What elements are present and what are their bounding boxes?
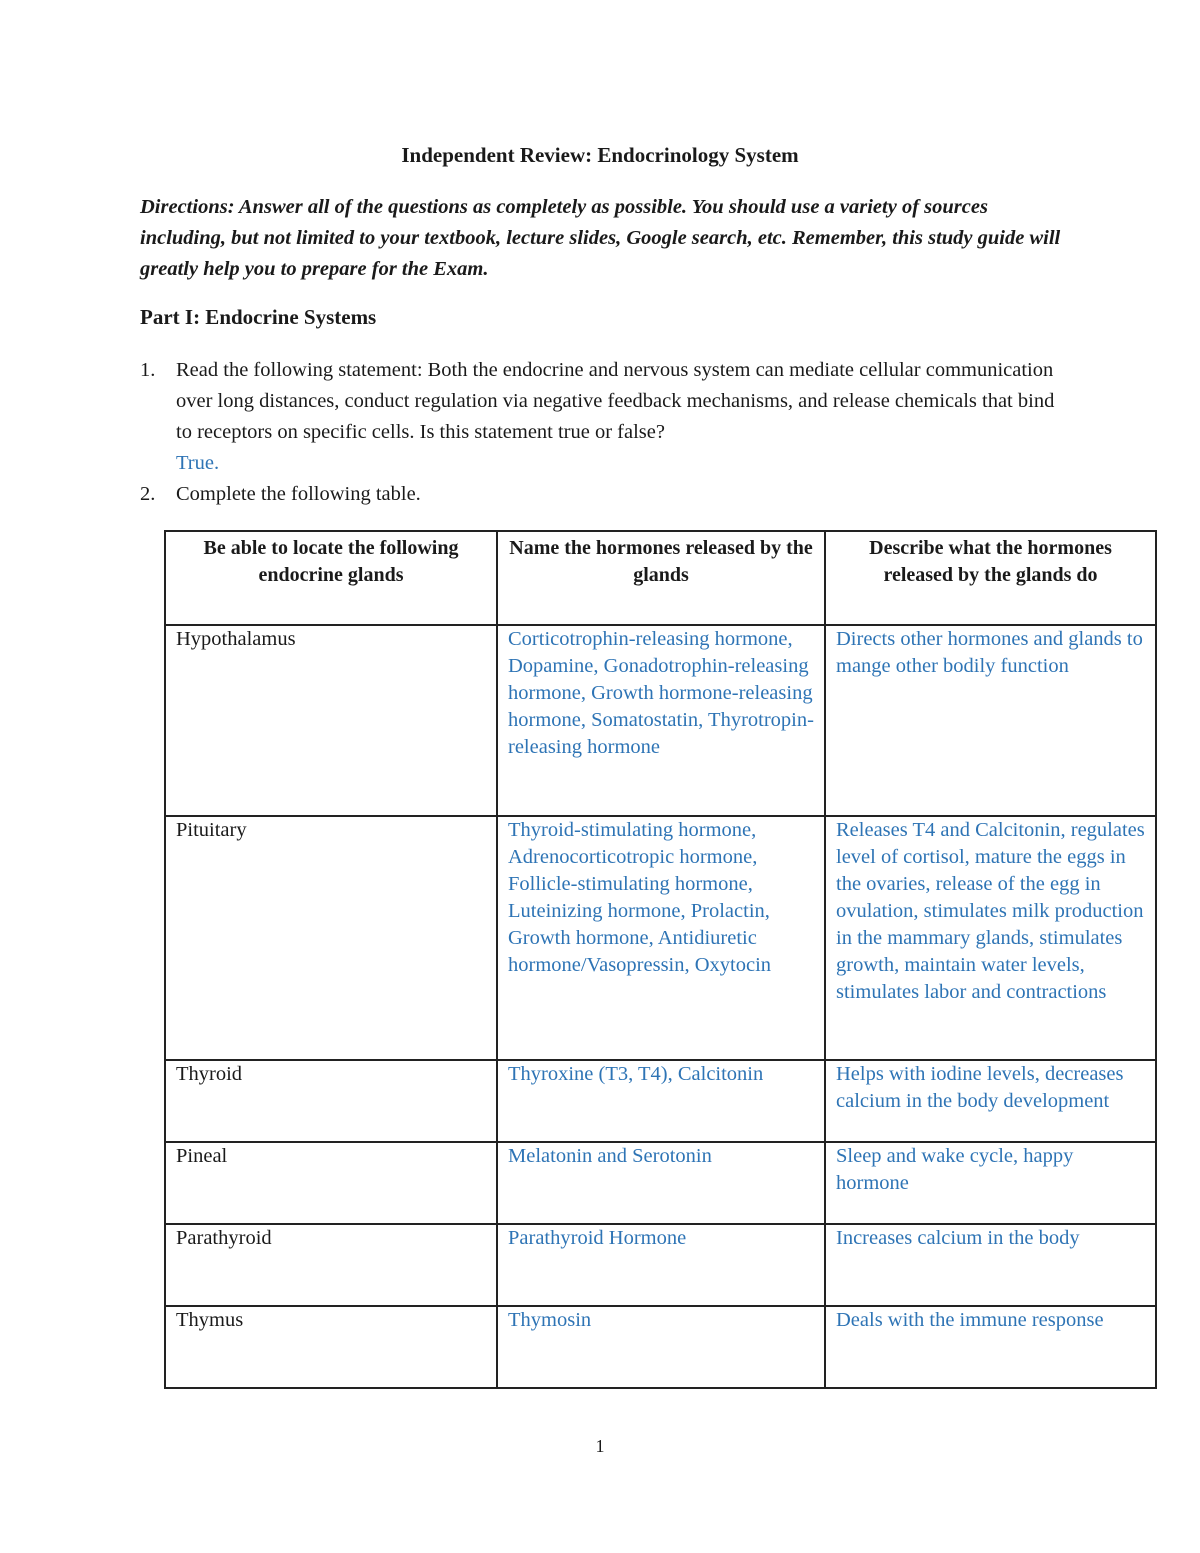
page-number: 1 [595,1436,605,1456]
question-number: 2. [140,483,156,505]
endocrine-glands-table [164,530,1157,1389]
part-heading: Part I: Endocrine Systems [140,305,377,329]
function-cell: Increases calcium in the body [825,1224,1156,1306]
question-1 [140,355,1060,479]
table-row [165,816,1156,1060]
hormones-cell: Thymosin [497,1306,825,1388]
directions-text: Directions: Answer all of the questions as completely as possible. You should use a variety of sources including, but not limited to your textbook, lecture slides, Google search, etc. Remember, this study guide will greatly help you to prepare for the Exam. [140,196,1061,280]
hormones-cell: Thyroxine (T3, T4), Calcitonin [497,1060,825,1142]
table-row [165,1306,1156,1388]
header-hormones: Name the hormones released by the glands [497,531,825,625]
question-2 [140,479,1060,510]
function-cell: Directs other hormones and glands to mange other bodily function [825,625,1156,816]
table-row [165,625,1156,816]
gland-cell: Pituitary [165,816,497,1060]
hormones-cell: Corticotrophin-releasing hormone, Dopamine, Gonadotrophin-releasing hormone, Growth hormone-releasing hormone, Somatostatin, Thyrotropin-releasing hormone [497,625,825,816]
page-title: Independent Review: Endocrinology System [401,143,799,167]
question-text: Read the following statement: Both the endocrine and nervous system can mediate cellular communication over long distances, conduct regulation via negative feedback mechanisms, and release chemicals that bind to receptors on specific cells. Is this statement true or false? [176,359,1055,443]
gland-cell: Hypothalamus [165,625,497,816]
gland-cell: Thymus [165,1306,497,1388]
table-row [165,1060,1156,1142]
table-header-row [165,531,1156,625]
question-answer: True. [176,452,220,474]
function-cell: Helps with iodine levels, decreases calcium in the body development [825,1060,1156,1142]
question-number: 1. [140,359,156,381]
question-text: Complete the following table. [176,483,421,505]
gland-cell: Pineal [165,1142,497,1224]
hormones-cell: Thyroid-stimulating hormone, Adrenocorticotropic hormone, Follicle-stimulating hormone, Luteinizing hormone, Prolactin, Growth hormone, Antidiuretic hormone/Vasopressin, Oxytocin [497,816,825,1060]
table-row [165,1224,1156,1306]
function-cell: Deals with the immune response [825,1306,1156,1388]
table-row [165,1142,1156,1224]
function-cell: Sleep and wake cycle, happy hormone [825,1142,1156,1224]
header-gland: Be able to locate the following endocrine glands [165,531,497,625]
hormones-cell: Melatonin and Serotonin [497,1142,825,1224]
function-cell: Releases T4 and Calcitonin, regulates level of cortisol, mature the eggs in the ovaries, release of the egg in ovulation, stimulates milk production in the mammary glands, stimulates growth, maintain water levels, stimulates labor and contractions [825,816,1156,1060]
gland-cell: Thyroid [165,1060,497,1142]
gland-cell: Parathyroid [165,1224,497,1306]
hormones-cell: Parathyroid Hormone [497,1224,825,1306]
header-function: Describe what the hormones released by the glands do [825,531,1156,625]
